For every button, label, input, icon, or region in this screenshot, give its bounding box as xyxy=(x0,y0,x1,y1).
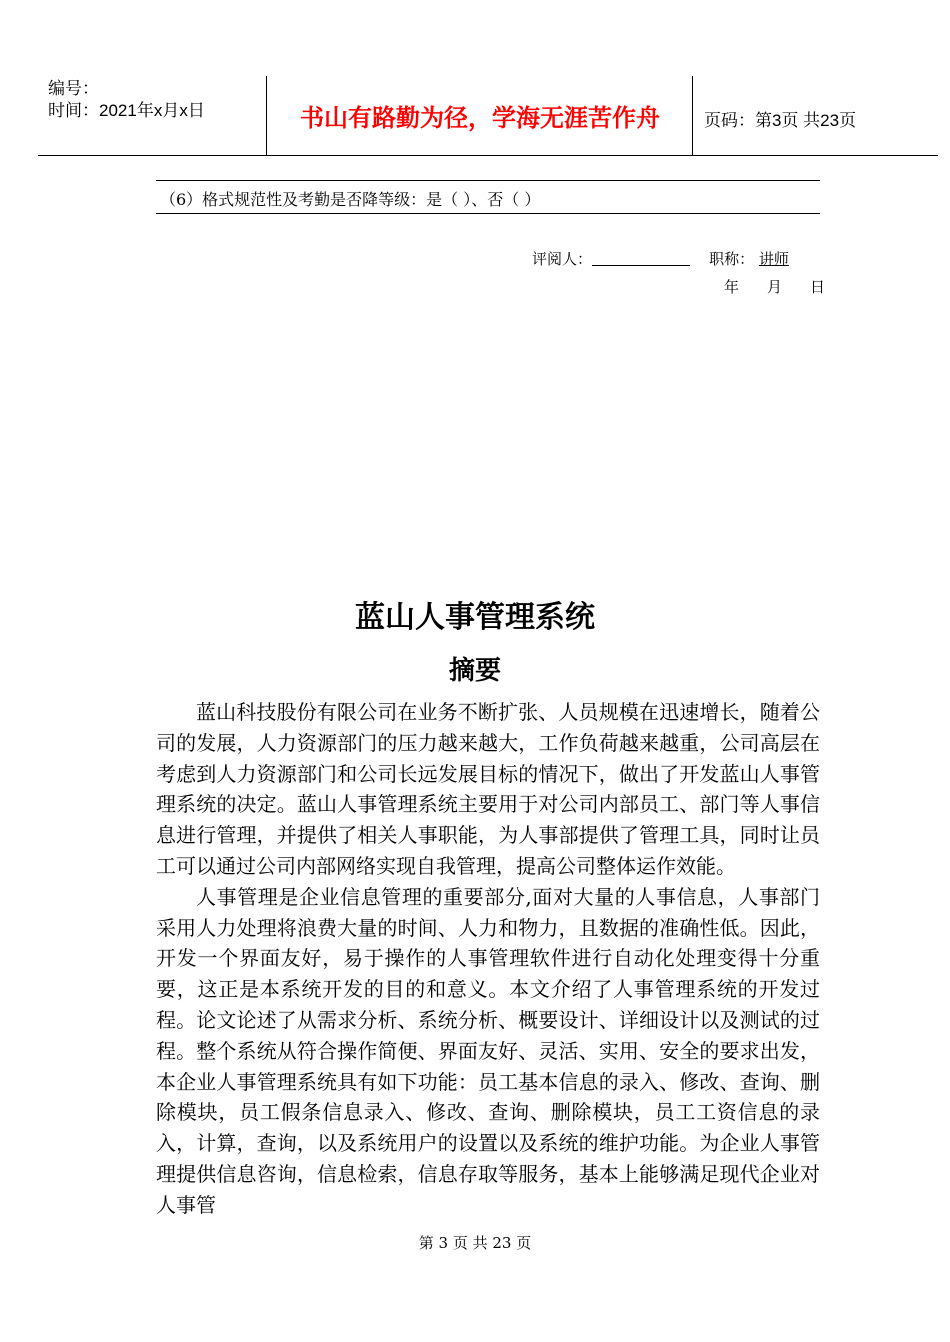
header-meta xyxy=(48,78,205,122)
title-value: 讲师 xyxy=(758,250,789,268)
review-date-line xyxy=(724,276,825,297)
reviewer-label: 评阅人： xyxy=(532,250,593,268)
document-title: 蓝山人事管理系统 xyxy=(355,600,595,635)
page-footer: 第 3 页 共 23 页 xyxy=(418,1234,532,1252)
document-time: 时间：2021年x月x日 xyxy=(48,101,205,120)
header-motto: 书山有路勤为径，学海无涯苦作舟 xyxy=(300,103,660,132)
abstract-heading: 摘要 xyxy=(448,656,501,686)
reviewer-line xyxy=(532,248,789,269)
form-bottom-rule xyxy=(156,213,820,214)
abstract-body xyxy=(156,697,820,1221)
form-item-6: （6）格式规范性及考勤是否降等级：是（ ）、否（ ） xyxy=(160,190,541,209)
abstract-paragraph: 蓝山科技股份有限公司在业务不断扩张、人员规模在迅速增长，随着公司的发展，人力资源部门的压力越来越大，工作负荷越来越重，公司高层在考虑到人力资源部门和公司长远发展目标的情况下，做出了开发蓝山人事管理系统的决定。蓝山人事管理系统主要用于对公司内部员工、部门等人事信息进行管理，并提供了相关人事职能，为人事部提供了管理工具，同时让员工可以通过公司内部网络实现自我管理，提高公司整体运作效能。 xyxy=(156,700,820,878)
header-divider-right xyxy=(692,76,693,155)
title-label: 职称： xyxy=(709,250,755,268)
header-bottom-rule xyxy=(38,155,938,156)
date-day: 日 xyxy=(810,278,826,296)
reviewer-signature-blank xyxy=(592,251,690,266)
document-number-label: 编号： xyxy=(48,79,99,98)
date-month: 月 xyxy=(767,278,783,296)
abstract-paragraph: 人事管理是企业信息管理的重要部分,面对大量的人事信息，人事部门采用人力处理将浪费大量的时间、人力和物力，且数据的准确性低。因此，开发一个界面友好，易于操作的人事管理软件进行自动化处理变得十分重要，这正是本系统开发的目的和意义。本文介绍了人事管理系统的开发过程。论文论述了从需求分析、系统分析、概要设计、详细设计以及测试的过程。整个系统从符合操作简便、界面友好、灵活、实用、安全的要求出发，本企业人事管理系统具有如下功能：员工基本信息的录入、修改、查询、删除模块，员工假条信息录入、修改、查询、删除模块，员工工资信息的录入，计算，查询，以及系统用户的设置以及系统的维护功能。为企业人事管理提供信息咨询，信息检索，信息存取等服务，基本上能够满足现代企业对人事管 xyxy=(156,884,820,1217)
header-divider-left xyxy=(266,76,267,155)
date-year: 年 xyxy=(724,278,740,296)
header-page-info: 页码：第3页 共23页 xyxy=(704,111,857,130)
form-top-rule xyxy=(156,180,820,181)
